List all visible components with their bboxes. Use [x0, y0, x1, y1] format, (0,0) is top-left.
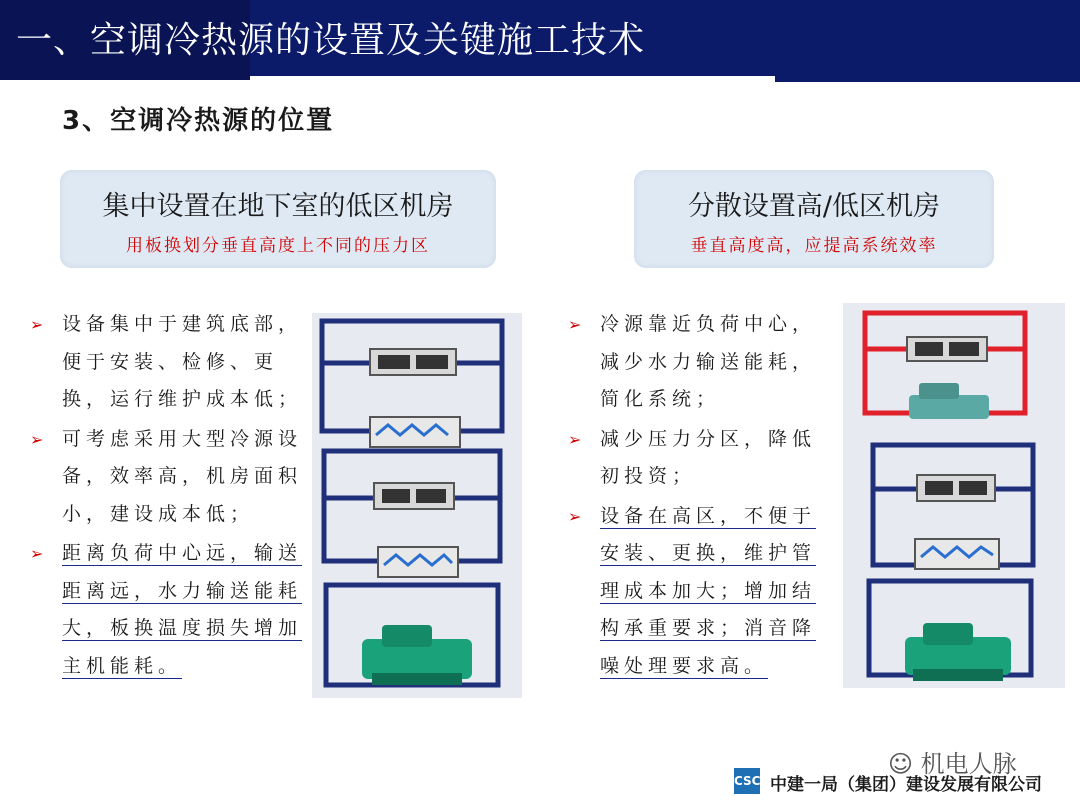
arrow-bullet-icon: ➢: [30, 315, 44, 334]
distributed-system-svg: [843, 303, 1065, 688]
section-title: 3、空调冷热源的位置: [62, 106, 335, 136]
chiller-unit-icon: [362, 625, 472, 685]
bullet-text: 距离负荷中心远，输送距离远，水力输送能耗大，板换温度损失增加主机能耗。: [62, 542, 303, 677]
plate-heat-exchanger-icon: [370, 417, 460, 447]
fan-coil-unit-icon: [907, 337, 987, 361]
distributed-system-diagram: [843, 303, 1065, 688]
wechat-icon: ☺: [888, 750, 921, 778]
high-zone-chiller-icon: [909, 383, 989, 419]
left-bullet-list: [30, 306, 312, 687]
right-bullet-list: [568, 306, 838, 687]
bullet-text: 减少压力分区，降低初投资；: [600, 427, 817, 487]
right-heading: 分散设置高/低区机房: [687, 191, 941, 222]
arrow-bullet-icon: ➢: [568, 506, 582, 526]
wechat-account-name: 机电人脉: [920, 750, 1017, 778]
centralized-system-svg: [312, 313, 522, 698]
company-name: 中建一局（集团）建设发展有限公司: [770, 775, 1042, 795]
bullet-text: 设备集中于建筑底部，便于安装、检修、更换，运行维护成本低；: [62, 313, 303, 410]
right-subheading: 垂直高度高，应提高系统效率: [690, 236, 938, 256]
list-item: [30, 421, 312, 534]
fan-coil-unit-icon: [374, 483, 454, 509]
arrow-bullet-icon: ➢: [30, 544, 44, 563]
bullet-text: 冷源靠近负荷中心，减少水力输送能耗，简化系统；: [600, 313, 817, 410]
fan-coil-unit-icon: [917, 475, 995, 501]
list-item: [30, 535, 312, 685]
plate-heat-exchanger-icon: [378, 547, 458, 577]
arrow-bullet-icon: ➢: [568, 315, 582, 334]
chiller-unit-icon: [905, 623, 1011, 681]
right-heading-box: [634, 170, 994, 268]
title-bar-notch: [775, 72, 1080, 82]
bullet-text: 可考虑采用大型冷源设备，效率高，机房面积小，建设成本低；: [62, 427, 303, 525]
slide-title: 一、空调冷热源的设置及关键施工技术: [16, 20, 646, 61]
list-item: [30, 306, 312, 419]
left-subheading: 用板换划分垂直高度上不同的压力区: [126, 236, 430, 256]
left-heading-box: [60, 170, 496, 268]
fan-coil-unit-icon: [370, 349, 456, 375]
list-item: [568, 306, 838, 419]
plate-heat-exchanger-icon: [915, 539, 999, 569]
list-item: [568, 498, 838, 686]
left-heading: 集中设置在地下室的低区机房: [102, 191, 454, 222]
list-item: [568, 421, 838, 496]
centralized-system-diagram: [312, 313, 522, 698]
bullet-text: 设备在高区，不便于安装、更换，维护管理成本加大；增加结构承重要求；消音降噪处理要求高。: [600, 504, 817, 677]
arrow-bullet-icon: ➢: [30, 429, 44, 449]
company-logo: CSCEC: [734, 768, 760, 794]
arrow-bullet-icon: ➢: [568, 429, 582, 449]
